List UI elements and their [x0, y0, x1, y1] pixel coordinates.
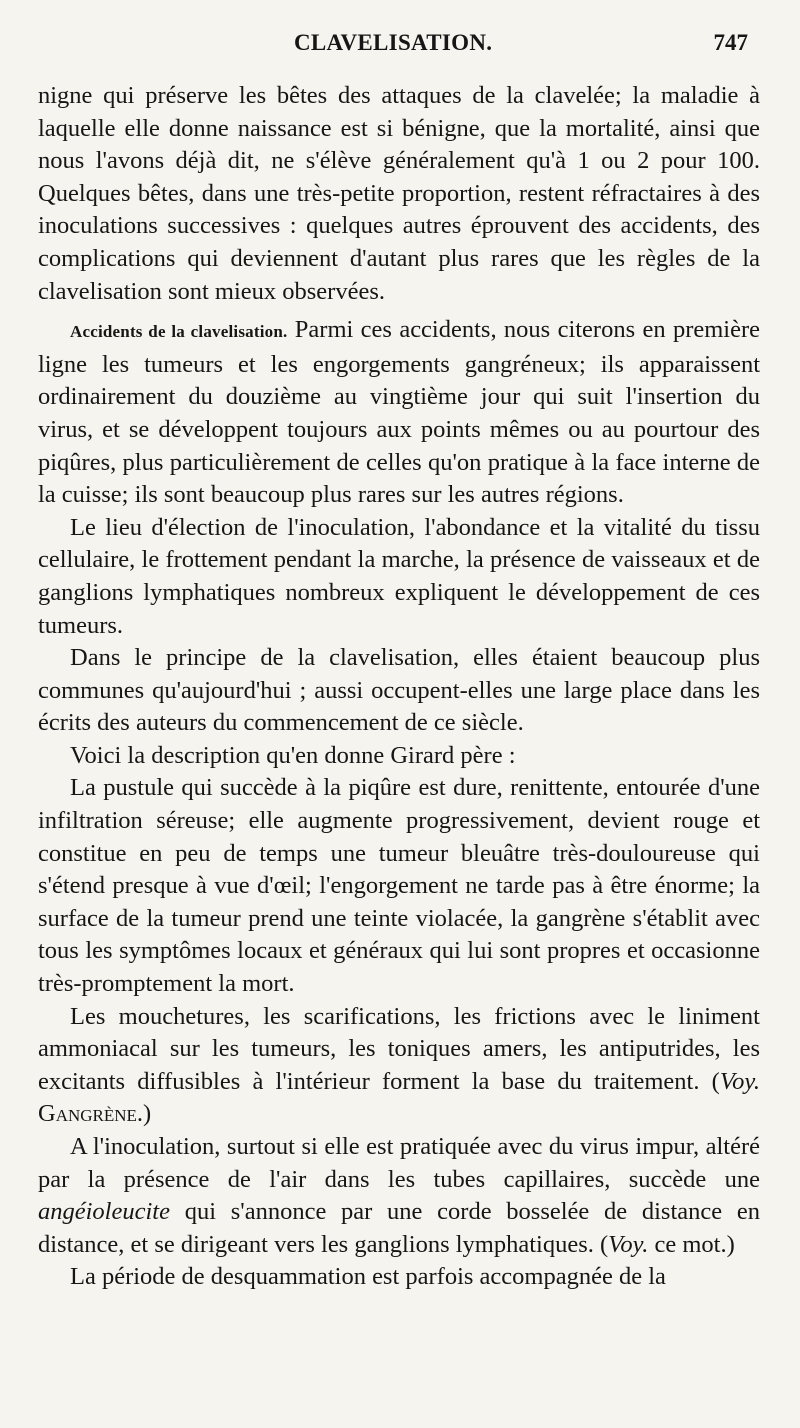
paragraph-traitement-text: Les mouchetures, les scarifications, les frictions avec le liniment ammoniacal sur les tumeurs, les toniques amers, les antiputrides, les excitants diffusibles à l'intérieur forment la base du traitement. (	[38, 1002, 760, 1095]
paragraph-accidents-text: Parmi ces accidents, nous citerons en première ligne les tumeurs et les engorgements gangréneux; ils apparaissent ordinairement du douzième au vingtième jour qui suit l'insertion du virus, et se développent toujours aux points mêmes ou au pourtour des piqûres, plus particulièrement de celles qu'on pratique à la face interne de la cuisse; ils sont beaucoup plus rares sur les autres régions.	[38, 316, 761, 509]
paragraph-angeioleucite	[38, 1131, 760, 1261]
gangrene-reference: Gangrène.	[38, 1100, 144, 1128]
page-body	[38, 80, 760, 1294]
voy-reference: Voy.	[719, 1067, 760, 1095]
voy-reference: Voy.	[608, 1230, 649, 1258]
paragraph-traitement	[38, 1001, 760, 1131]
term-angeioleucite: angéioleucite	[38, 1198, 170, 1226]
paragraph-angeioleucite-start: A l'inoculation, surtout si elle est pratiquée avec du virus impur, altéré par la présence de l'air dans les tubes capillaires, succède une	[38, 1133, 760, 1193]
paragraph-accidents	[38, 314, 760, 512]
paragraph-continuation: nigne qui préserve les bêtes des attaques de la clavelée; la maladie à laquelle elle donne naissance est si bénigne, que la mortalité, ainsi que nous l'avons déjà dit, ne s'élève généralement qu'à 1 ou 2 pour 100. Quelques bêtes, dans une très-petite proportion, restent réfractaires à des inoculations successives : quelques autres éprouvent des accidents, des complications qui deviennent d'autant plus rares que les règles de la clavelisation sont mieux observées.	[38, 82, 760, 305]
paragraph-angeioleucite-mid: qui s'annonce par une corde bosselée de distance en distance, et se dirigeant vers les ganglions lymphatiques. (	[38, 1198, 760, 1258]
paragraph-lieu-election: Le lieu d'élection de l'inoculation, l'abondance et la vitalité du tissu cellulaire, le frottement pendant la marche, la présence de vaisseaux et de ganglions lymphatiques nombreux expliquent le développement de ces tumeurs.	[38, 513, 760, 639]
paragraph-traitement-close: )	[143, 1100, 152, 1128]
paragraph-girard-intro: Voici la description qu'en donne Girard père :	[70, 741, 516, 769]
paragraph-angeioleucite-end: ce mot.)	[648, 1230, 735, 1258]
page-header	[0, 30, 800, 64]
paragraph-desquammation: La période de desquammation est parfois accompagnée de la	[70, 1263, 666, 1291]
running-head: CLAVELISATION.	[294, 30, 493, 55]
section-heading-accidents: Accidents de la clavelisation.	[70, 322, 288, 342]
paragraph-principe: Dans le principe de la clavelisation, elles étaient beaucoup plus communes qu'aujourd'hui ; aussi occupent-elles une large place dans les écrits des auteurs du commencement de ce siècle.	[38, 644, 760, 737]
paragraph-girard-quote: La pustule qui succède à la piqûre est dure, renittente, entourée d'une infiltration séreuse; elle augmente progressivement, devient rouge et constitue en peu de temps une tumeur bleuâtre très-douloureuse qui s'étend presque à vue d'œil; l'engorgement ne tarde pas à être énorme; la surface de la tumeur prend une teinte violacée, la gangrène s'établit avec tous les symptômes locaux et généraux qui lui sont propres et occasionne très-promptement la mort.	[38, 774, 760, 998]
page-number: 747	[713, 30, 748, 55]
